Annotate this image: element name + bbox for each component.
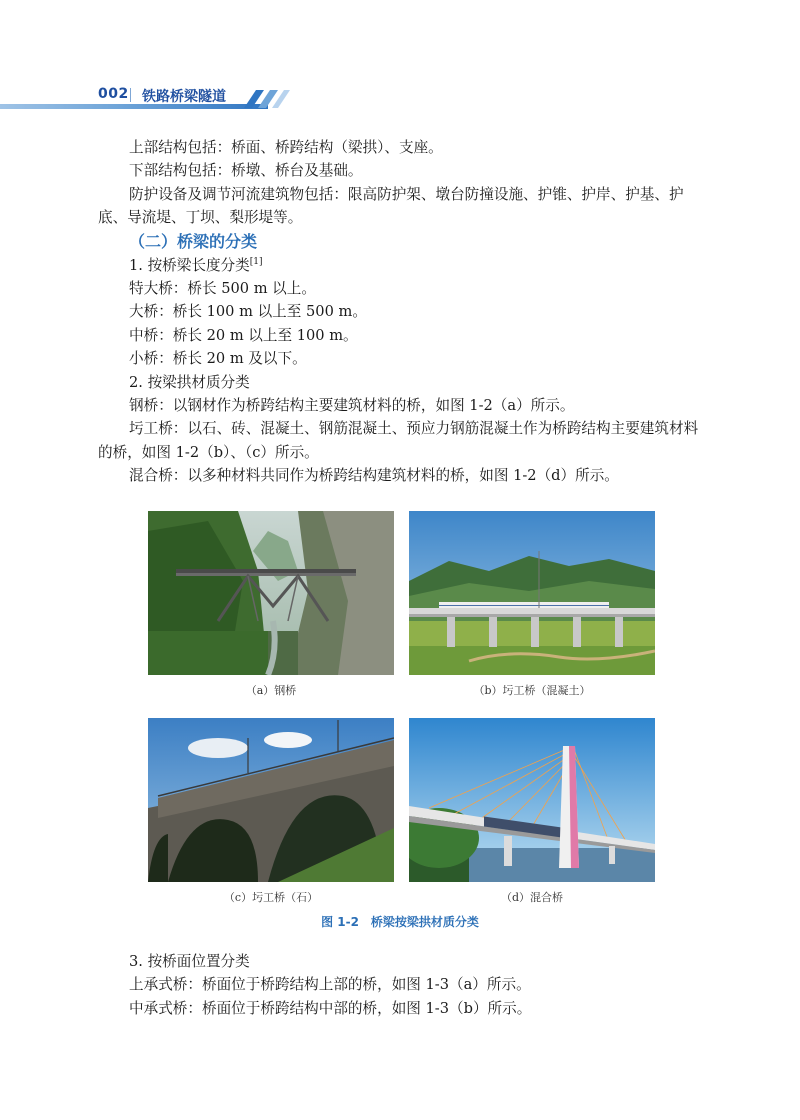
body-text-lower (98, 950, 710, 1020)
paragraph: 大桥：桥长 100 m 以上至 500 m。 (129, 303, 367, 321)
section-heading: （二）桥梁的分类 (129, 231, 258, 251)
figure-concrete-bridge-photo (409, 511, 655, 675)
reference-mark: [1] (249, 256, 263, 267)
paragraph: 钢桥：以钢材作为桥跨结构主要建筑材料的桥，如图 1-2（a）所示。 (129, 397, 575, 415)
figure-stone-bridge-photo (148, 718, 394, 882)
paragraph: 下部结构包括：桥墩、桥台及基础。 (129, 162, 363, 180)
paragraph: 防护设备及调节河流建筑物包括：限高防护架、墩台防撞设施、护锥、护岸、护基、护底、导流堤、丁坝、梨形堤等。 (98, 185, 684, 227)
header-band (0, 104, 268, 109)
page-number: 002 (98, 86, 129, 102)
subheading (98, 254, 710, 277)
subheading: 2. 按梁拱材质分类 (129, 373, 250, 391)
paragraph: 上部结构包括：桥面、桥跨结构（梁拱）、支座。 (129, 139, 443, 156)
paragraph: 特大桥：桥长 500 m 以上。 (129, 280, 316, 298)
figure-steel-bridge-photo (148, 511, 394, 675)
body-text-upper (98, 136, 710, 488)
figure-title: 图 1-2 桥梁按梁拱材质分类 (321, 915, 479, 929)
paragraph: 中承式桥：桥面位于桥跨结构中部的桥，如图 1-3（b）所示。 (129, 999, 532, 1017)
figure-mixed-bridge-photo (409, 718, 655, 882)
paragraph: 上承式桥：桥面位于桥跨结构上部的桥，如图 1-3（a）所示。 (129, 976, 531, 994)
figure-caption-b: （b）圬工桥（混凝土） (473, 684, 591, 697)
subheading: 3. 按桥面位置分类 (129, 953, 250, 970)
paragraph: 圬工桥：以石、砖、混凝土、钢筋混凝土、预应力钢筋混凝土作为桥跨结构主要建筑材料的桥，如图 1-2（b）、（c）所示。 (98, 420, 699, 461)
figure-caption-c: （c）圬工桥（石） (223, 891, 319, 904)
running-header (0, 84, 800, 114)
figure-caption-d: （d）混合桥 (500, 891, 564, 904)
paragraph: 小桥：桥长 20 m 及以下。 (129, 350, 307, 368)
header-stripes-decoration (234, 84, 294, 110)
paragraph: 混合桥：以多种材料共同作为桥跨结构建筑材料的桥，如图 1-2（d）所示。 (129, 467, 619, 485)
figure-caption-a: （a）钢桥 (245, 684, 297, 697)
book-title: 铁路桥梁隧道 (142, 89, 226, 105)
paragraph: 中桥：桥长 20 m 以上至 100 m。 (129, 326, 358, 344)
header-divider (130, 88, 131, 102)
subheading-text: 1. 按桥梁长度分类 (129, 256, 250, 274)
